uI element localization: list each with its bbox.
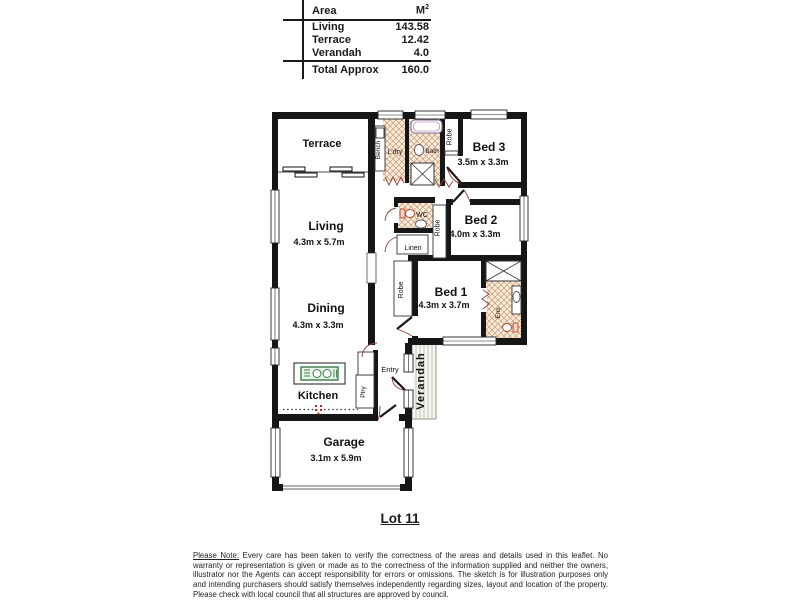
room-dims-garage: 3.1m x 5.9m [310, 453, 362, 463]
room-label-robe-bed1: Robe [398, 281, 405, 299]
disclaimer-text [193, 551, 608, 600]
lot-label: Lot 11 [380, 511, 420, 526]
room-label-pantry: Ptry [360, 386, 367, 398]
area-table [283, 0, 431, 77]
disclaimer-body: Every care has been taken to verify the correctness of the areas and details used in this leaflet. No warranty or representation is given or made as to the correctness of the information supplied and neither the owners, illustrator nor the Agents can accept responsibility for errors or omissions. The sketch is for illustration purposes only and intending purchasers should satisfy themselves independently regarding sizes, layout and location of the property. Please check with local council that all structures are approved by council. [193, 551, 608, 599]
room-label-living: Living [308, 219, 344, 233]
sliding-door-icon [278, 167, 368, 177]
row-value: 4.0 [413, 46, 429, 59]
room-label-robe-bed2: Robe [434, 219, 442, 237]
room-label-bath: Bath [425, 148, 439, 155]
room-label-bench: Bench [375, 140, 382, 160]
area-header-unit: $M^2$ [415, 4, 429, 17]
room-label-linen: Linen [404, 245, 422, 252]
floor-plan [260, 103, 540, 539]
disclaimer-label: Please Note: [193, 551, 240, 560]
room-label-verandah: Verandah [415, 352, 427, 410]
room-label-garage: Garage [323, 435, 365, 449]
room-label-entry: Entry [381, 365, 399, 374]
total-label: Total Approx [312, 63, 379, 76]
total-value: 160.0 [401, 63, 429, 76]
room-dims-bed2: 4.0m x 3.3m [449, 229, 501, 239]
room-label-robe-bed3: Robe [446, 128, 454, 146]
room-dims-bed3: 3.5m x 3.3m [457, 157, 509, 167]
room-label-dining: Dining [307, 301, 345, 315]
basin-icon [416, 220, 427, 228]
room-label-wc: WC [416, 212, 428, 219]
table-vertical-rule [302, 0, 304, 79]
area-header-label: Area [312, 4, 337, 17]
room-label-bed3: Bed 3 [472, 140, 506, 154]
room-label-bed2: Bed 2 [464, 213, 498, 227]
room-label-ensuite: Ens [495, 307, 502, 319]
area-table-header [283, 0, 431, 19]
basin-icon [513, 292, 520, 303]
row-value: 12.42 [401, 33, 429, 46]
table-row [283, 47, 431, 60]
table-total-row [283, 62, 431, 77]
table-row [283, 21, 431, 34]
room-dims-dining: 4.3m x 3.3m [292, 320, 344, 330]
toilet-icon [513, 323, 518, 332]
row-label: Living [312, 20, 345, 33]
toilet-icon [400, 209, 405, 218]
kitchen-fixtures [283, 363, 358, 415]
row-value: 143.58 [395, 20, 429, 33]
room-dims-living: 4.3m x 5.7m [293, 237, 345, 247]
room-label-terrace: Terrace [302, 138, 342, 150]
row-label: Terrace [312, 33, 351, 46]
room-label-bed1: Bed 1 [434, 285, 468, 299]
room-label-laundry: L'dry [387, 149, 403, 156]
table-row [283, 34, 431, 47]
room-label-kitchen: Kitchen [297, 390, 339, 402]
basin-icon [415, 145, 424, 156]
row-label: Verandah [312, 46, 362, 59]
room-dims-bed1: 4.3m x 3.7m [418, 300, 470, 310]
sink-icon [315, 405, 322, 415]
